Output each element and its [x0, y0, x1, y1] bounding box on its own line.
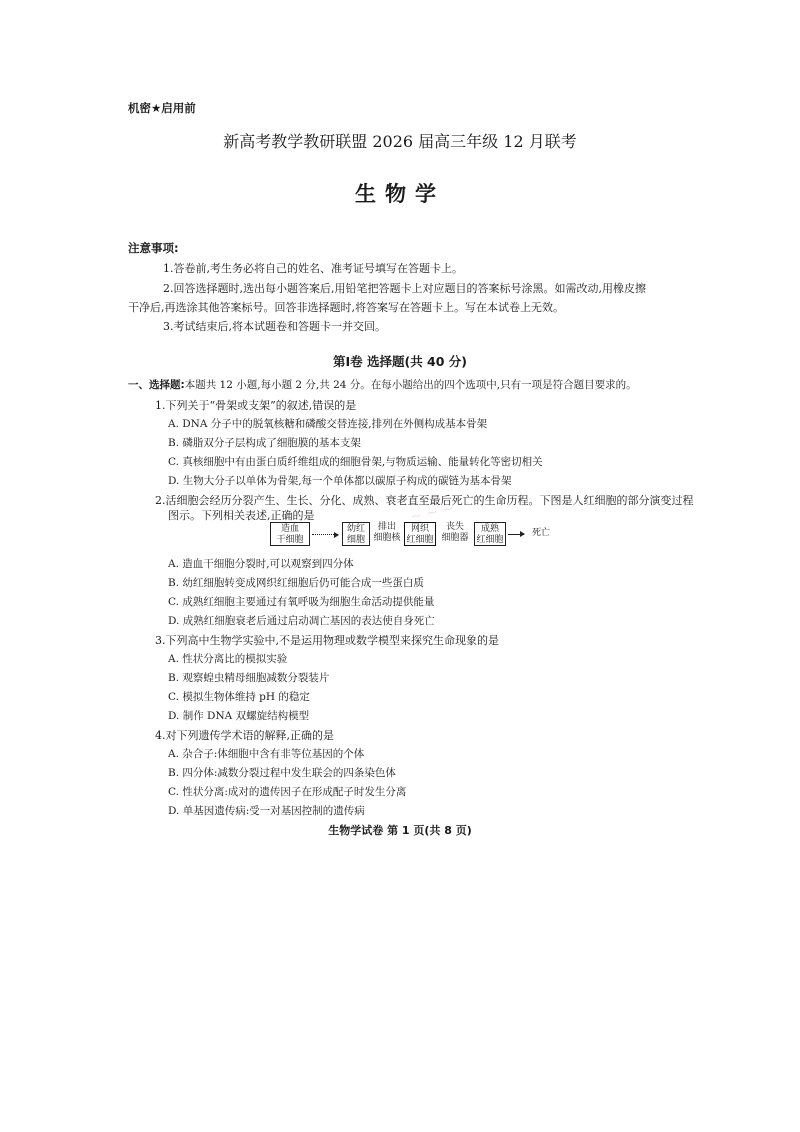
question-3-option-b: B. 观察蝗虫精母细胞减数分裂装片	[168, 672, 330, 684]
notice-item-1: 1.答卷前,考生务必将自己的姓名、准考证号填写在答题卡上。	[163, 262, 463, 275]
flow-step-2	[438, 522, 472, 544]
flow-step-1-line-1: 排出	[377, 522, 396, 532]
question-4-option-b: B. 四分体:减数分裂过程中发生联会的四条染色体	[168, 767, 396, 779]
flow-box-1-line-1: 造血	[280, 524, 299, 534]
notice-item-2: 2.回答选择题时,选出每小题答案后,用铅笔把答题卡上对应题目的答案标号涂黑。如需改动,用橡皮擦	[163, 282, 646, 295]
section-intro-text: 本题共 12 小题,每小题 2 分,共 24 分。在每小题给出的四个选项中,只有一项是符合题目要求的。	[184, 379, 637, 391]
flow-box-4-line-1: 成熟	[480, 524, 499, 534]
subject-title: 生物学	[355, 182, 445, 206]
question-1-option-c: C. 真核细胞中有由蛋白质纤维组成的细胞骨架,与物质运输、能量转化等密切相关	[168, 456, 543, 468]
notice-title: 注意事项:	[128, 241, 179, 255]
flow-box-reticulocyte	[404, 522, 436, 546]
question-1-option-a: A. DNA 分子中的脱氧核糖和磷酸交替连接,排列在外侧构成基本骨架	[168, 418, 488, 430]
flow-step-1-line-2: 细胞核	[373, 533, 401, 543]
flow-step-1	[372, 522, 402, 544]
question-2-option-d: D. 成熟红细胞衰老后通过启动凋亡基因的表达使自身死亡	[168, 615, 435, 627]
section-intro	[128, 377, 637, 392]
question-4-option-d: D. 单基因遗传病:受一对基因控制的遗传病	[168, 805, 365, 817]
question-3-stem: 3.下列高中生物学实验中,不是运用物理或数学模型来探究生命现象的是	[155, 634, 499, 647]
question-4-option-a: A. 杂合子:体细胞中含有非等位基因的个体	[168, 748, 365, 760]
question-2-stem: 2.活细胞会经历分裂产生、生长、分化、成熟、衰老直至最后死亡的生命历程。下图是人红细胞的部分演变过程	[155, 494, 694, 507]
question-1-stem: 1.下列关于“骨架或支架”的叙述,错误的是	[155, 399, 357, 412]
section-title: 第Ⅰ卷 选择题(共 40 分)	[332, 354, 468, 369]
flow-box-hematopoietic-stem-cell	[270, 522, 310, 546]
flow-box-mature-red-cell	[474, 522, 506, 546]
flow-box-4-line-2: 红细胞	[476, 535, 504, 545]
question-4-stem: 4.对下列遗传学术语的解释,正确的是	[155, 729, 334, 742]
flow-step-2-line-1: 丧失	[445, 522, 464, 532]
flow-box-2-line-2: 细胞	[346, 535, 365, 545]
flow-box-erythroblast	[342, 522, 370, 546]
flow-box-3-line-2: 红细胞	[406, 535, 434, 545]
notice-item-3: 3.考试结束后,将本试题卷和答题卡一并交回。	[163, 320, 386, 333]
question-2-stem-cont: 图示。下列相关表述,正确的是	[168, 509, 315, 522]
question-1-option-b: B. 磷脂双分子层构成了细胞膜的基本支架	[168, 437, 361, 449]
page-footer: 生物学试卷 第 1 页(共 8 页)	[328, 824, 472, 837]
question-2-option-a: A. 造血干细胞分裂时,可以观察到四分体	[168, 558, 354, 570]
flow-arrow-end	[508, 534, 524, 535]
section-intro-label: 一、选择题:	[128, 379, 185, 391]
red-cell-flow-diagram	[270, 522, 590, 552]
question-3-option-d: D. 制作 DNA 双螺旋结构模型	[168, 710, 310, 722]
exam-title: 新高考教学教研联盟 2026 届高三年级 12 月联考	[223, 132, 577, 151]
flow-box-2-line-1: 幼红	[346, 524, 365, 534]
question-2-option-b: B. 幼红细胞转变成网织红细胞后仍可能合成一些蛋白质	[168, 577, 424, 589]
question-3-option-a: A. 性状分离比的模拟实验	[168, 653, 288, 665]
flow-step-2-line-2: 细胞器	[441, 533, 469, 543]
confidential-label: 机密★启用前	[128, 101, 196, 115]
question-4-option-c: C. 性状分离:成对的遗传因子在形成配子时发生分离	[168, 786, 407, 798]
flow-box-1-line-2: 干细胞	[276, 535, 304, 545]
notice-item-2-cont: 干净后,再选涂其他答案标号。回答非选择题时,将答案写在答题卡上。写在本试卷上无效。	[128, 301, 564, 314]
watermark: ~ ~ ~	[408, 500, 456, 526]
flow-box-3-line-1: 网织	[410, 524, 429, 534]
flow-end-label: 死亡	[531, 528, 550, 538]
flow-arrow-1	[312, 534, 338, 535]
question-2-option-c: C. 成熟红细胞主要通过有氧呼吸为细胞生命活动提供能量	[168, 596, 435, 608]
question-1-option-d: D. 生物大分子以单体为骨架,每一个单体都以碳原子构成的碳链为基本骨架	[168, 475, 512, 487]
question-3-option-c: C. 模拟生物体维持 pH 的稳定	[168, 691, 310, 703]
